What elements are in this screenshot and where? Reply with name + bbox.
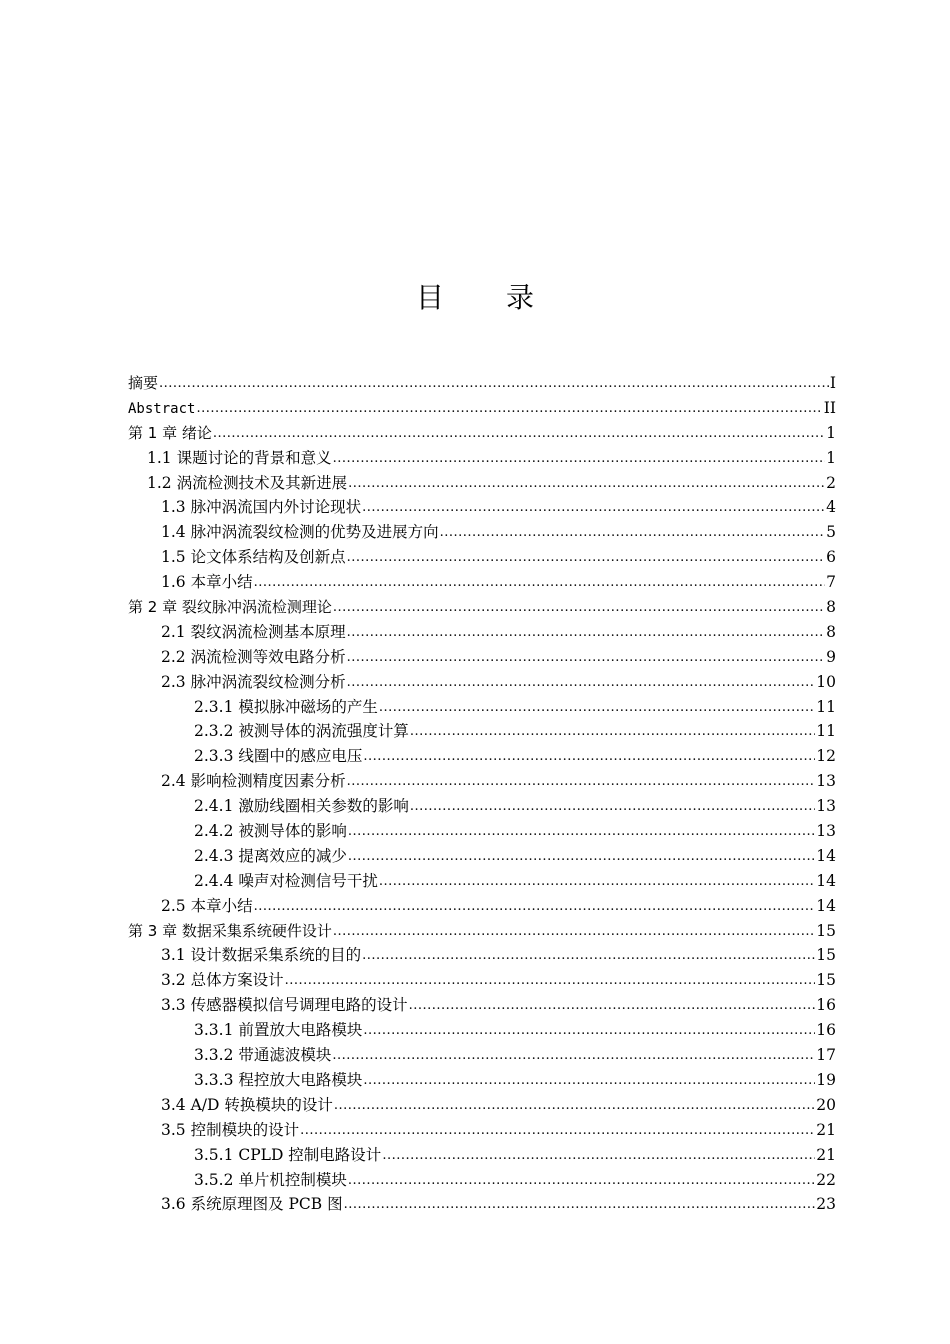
toc-entry-page-number: 22	[816, 1170, 836, 1189]
toc-entry[interactable]	[128, 645, 836, 670]
toc-entry[interactable]	[128, 570, 836, 595]
toc-dot-leader	[254, 571, 826, 596]
toc-entry[interactable]	[128, 719, 836, 744]
toc-entry-title: 3.6 系统原理图及 PCB 图	[161, 1195, 343, 1214]
toc-entry-title: 2.3.3 线圈中的感应电压	[194, 747, 363, 766]
toc-dot-leader	[410, 720, 815, 745]
toc-entry-page-number: 7	[826, 573, 836, 592]
toc-entry-title: 2.4.1 激励线圈相关参数的影响	[194, 797, 409, 816]
toc-dot-leader	[347, 646, 826, 671]
toc-entry[interactable]	[128, 545, 836, 570]
toc-dot-leader	[344, 1193, 816, 1218]
toc-entry-page-number: 13	[816, 822, 836, 841]
toc-dot-leader	[409, 994, 816, 1019]
toc-entry[interactable]	[128, 819, 836, 844]
toc-entry[interactable]	[128, 670, 836, 695]
toc-entry[interactable]	[128, 1043, 836, 1068]
toc-entry-title: 第 1 章 绪论	[128, 423, 212, 442]
toc-entry-page-number: 8	[826, 622, 836, 641]
toc-dot-leader	[196, 397, 822, 422]
toc-entry-title: 3.5 控制模块的设计	[161, 1120, 300, 1139]
toc-entry-title: 1.2 涡流检测技术及其新进展	[147, 473, 348, 492]
toc-entry-page-number: I	[829, 374, 836, 392]
toc-dot-leader	[382, 1144, 815, 1169]
toc-dot-leader	[254, 895, 816, 920]
toc-entry[interactable]	[128, 495, 836, 520]
toc-entry-title: 2.4.2 被测导体的影响	[194, 822, 347, 841]
toc-entry-page-number: 15	[816, 921, 836, 940]
toc-dot-leader	[300, 1119, 815, 1144]
toc-entry-page-number: 13	[816, 772, 836, 791]
toc-entry-page-number: 17	[816, 1046, 836, 1065]
toc-entry-title: 3.2 总体方案设计	[161, 971, 284, 990]
toc-dot-leader	[348, 820, 815, 845]
toc-entry-page-number: 11	[816, 697, 836, 716]
toc-entry[interactable]	[128, 894, 836, 919]
toc-entry-title: 2.4 影响检测精度因素分析	[161, 772, 346, 791]
toc-entry[interactable]	[128, 520, 836, 545]
toc-entry[interactable]	[128, 744, 836, 769]
toc-entry-title: 2.2 涡流检测等效电路分析	[161, 647, 346, 666]
toc-entry-page-number: 21	[816, 1120, 836, 1139]
toc-dot-leader	[333, 920, 815, 945]
toc-entry-title: 1.6 本章小结	[161, 573, 253, 592]
toc-entry[interactable]	[128, 844, 836, 869]
toc-entry-title: 摘要	[128, 374, 159, 392]
toc-dot-leader	[333, 447, 826, 472]
toc-dot-leader	[440, 521, 826, 546]
toc-entry-page-number: 11	[816, 722, 836, 741]
toc-dot-leader	[363, 745, 815, 770]
toc-dot-leader	[410, 795, 815, 820]
toc-entry-title: 1.1 课题讨论的背景和意义	[147, 448, 332, 467]
toc-entry-page-number: II	[823, 398, 836, 417]
toc-entry-title: 3.5.1 CPLD 控制电路设计	[194, 1145, 382, 1164]
page-title-char-1: 目	[415, 281, 444, 314]
toc-entry-title: 第 3 章 数据采集系统硬件设计	[128, 921, 332, 940]
toc-dot-leader	[332, 1044, 815, 1069]
toc-entry-title: 2.3 脉冲涡流裂纹检测分析	[161, 672, 346, 691]
toc-entry-page-number: 16	[816, 1021, 836, 1040]
toc-entry-page-number: 14	[816, 846, 836, 865]
toc-entry-page-number: 14	[816, 871, 836, 890]
toc-entry-title: 1.4 脉冲涡流裂纹检测的优势及进展方向	[161, 523, 439, 542]
toc-entry[interactable]	[128, 993, 836, 1018]
toc-entry-title: 2.4.3 提离效应的减少	[194, 846, 347, 865]
toc-entry-page-number: 1	[826, 448, 836, 467]
toc-entry[interactable]	[128, 446, 836, 471]
toc-entry[interactable]	[128, 968, 836, 993]
table-of-contents	[128, 371, 836, 1217]
toc-entry-title: 3.1 设计数据采集系统的目的	[161, 946, 362, 965]
toc-entry-page-number: 2	[826, 473, 836, 492]
toc-dot-leader	[334, 1094, 815, 1119]
toc-entry-page-number: 9	[826, 647, 836, 666]
toc-dot-leader	[285, 969, 816, 994]
toc-dot-leader	[379, 696, 815, 721]
toc-entry-page-number: 12	[816, 747, 836, 766]
toc-entry[interactable]	[128, 1168, 836, 1193]
toc-entry-title: 3.3 传感器模拟信号调理电路的设计	[161, 996, 408, 1015]
toc-dot-leader	[347, 770, 816, 795]
toc-dot-leader	[362, 496, 825, 521]
toc-entry-page-number: 15	[816, 946, 836, 965]
toc-entry-page-number: 13	[816, 797, 836, 816]
toc-entry[interactable]	[128, 695, 836, 720]
toc-entry-title: 2.4.4 噪声对检测信号干扰	[194, 871, 378, 890]
toc-entry-title: 第 2 章 裂纹脉冲涡流检测理论	[128, 598, 332, 617]
toc-dot-leader	[379, 870, 815, 895]
toc-entry-title: 3.3.2 带通滤波模块	[194, 1046, 332, 1065]
toc-dot-leader	[348, 472, 825, 497]
page-title	[0, 280, 950, 316]
toc-dot-leader	[348, 845, 815, 870]
toc-entry[interactable]	[128, 371, 836, 396]
toc-entry-page-number: 5	[826, 523, 836, 542]
toc-entry-page-number: 23	[816, 1195, 836, 1214]
toc-entry-page-number: 16	[816, 996, 836, 1015]
toc-entry[interactable]	[128, 471, 836, 496]
toc-entry-page-number: 4	[826, 498, 836, 517]
toc-entry-title: 2.3.1 模拟脉冲磁场的产生	[194, 697, 378, 716]
toc-entry[interactable]	[128, 919, 836, 944]
toc-entry[interactable]	[128, 943, 836, 968]
toc-entry-page-number: 1	[826, 423, 836, 442]
toc-entry[interactable]	[128, 1093, 836, 1118]
toc-entry-page-number: 6	[826, 548, 836, 567]
toc-entry-title: 3.3.3 程控放大电路模块	[194, 1070, 363, 1089]
toc-dot-leader	[363, 1069, 815, 1094]
toc-dot-leader	[347, 546, 826, 571]
toc-entry[interactable]	[128, 1118, 836, 1143]
toc-dot-leader	[348, 1169, 815, 1194]
toc-entry[interactable]	[128, 794, 836, 819]
toc-entry-title: 3.5.2 单片机控制模块	[194, 1170, 347, 1189]
toc-entry[interactable]	[128, 620, 836, 645]
toc-entry[interactable]	[128, 869, 836, 894]
toc-entry[interactable]	[128, 769, 836, 794]
toc-entry-title: 2.5 本章小结	[161, 896, 253, 915]
toc-dot-leader	[362, 944, 815, 969]
toc-entry[interactable]	[128, 1018, 836, 1043]
toc-entry-page-number: 14	[816, 896, 836, 915]
toc-entry-title: 1.3 脉冲涡流国内外讨论现状	[161, 498, 362, 517]
toc-entry-page-number: 10	[816, 672, 836, 691]
toc-entry-title: 1.5 论文体系结构及创新点	[161, 548, 346, 567]
toc-entry-title: 2.3.2 被测导体的涡流强度计算	[194, 722, 409, 741]
toc-entry[interactable]	[128, 1143, 836, 1168]
toc-dot-leader	[347, 671, 816, 696]
toc-entry-title: 3.4 A/D 转换模块的设计	[161, 1095, 333, 1114]
toc-entry-page-number: 21	[816, 1145, 836, 1164]
toc-dot-leader	[333, 596, 825, 621]
toc-entry-page-number: 19	[816, 1070, 836, 1089]
page-title-char-2: 录	[506, 281, 535, 314]
toc-entry[interactable]	[128, 1192, 836, 1217]
toc-dot-leader	[159, 372, 829, 397]
toc-entry[interactable]	[128, 595, 836, 620]
toc-entry-title: 2.1 裂纹涡流检测基本原理	[161, 622, 346, 641]
toc-entry[interactable]	[128, 396, 836, 421]
toc-dot-leader	[213, 422, 825, 447]
toc-entry-title: Abstract	[128, 400, 196, 417]
toc-entry-page-number: 20	[816, 1095, 836, 1114]
toc-entry-page-number: 8	[826, 598, 836, 617]
toc-entry-page-number: 15	[816, 971, 836, 990]
toc-entry-title: 3.3.1 前置放大电路模块	[194, 1021, 363, 1040]
toc-dot-leader	[347, 621, 826, 646]
toc-entry[interactable]	[128, 421, 836, 446]
toc-dot-leader	[363, 1019, 815, 1044]
toc-entry[interactable]	[128, 1068, 836, 1093]
